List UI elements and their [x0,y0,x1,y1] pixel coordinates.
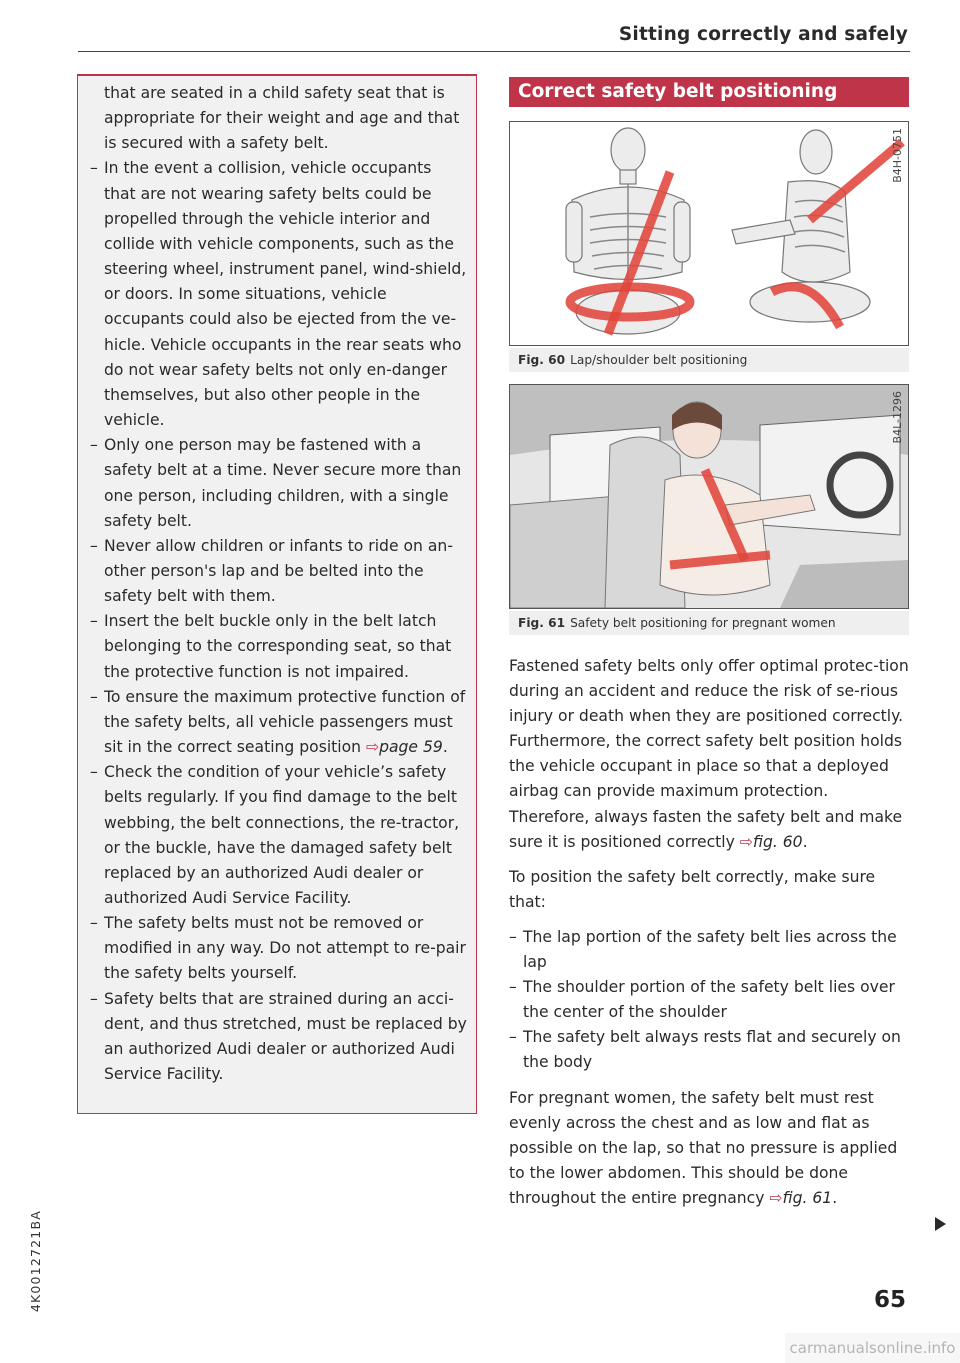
warning-item: – Never allow children or infants to ride on an-other person's lap and be belted into the safety belt with them. [90,534,468,609]
figure-60 [509,121,909,373]
figure-link[interactable] [740,833,803,851]
body-text [509,654,911,1221]
continue-arrow-icon [935,1217,946,1231]
arrow-right-icon: ⇨ [366,738,380,757]
figure-label: Fig. 61 [518,616,566,630]
page-link[interactable] [366,738,443,756]
figure-caption [509,611,909,635]
warning-item: – Safety belts that are strained during an acci-dent, and thus stretched, must be replaced by an authorized Audi dealer or authorized Audi Service Facility. [90,987,468,1088]
warning-item: – To ensure the maximum protective function of the safety belts, all vehicle passengers must sit in the correct seating position ⇨page 59. [90,685,468,760]
warning-item: – Check the condition of your vehicle’s safety belts regularly. If you find damage to the belt webbing, the belt connections, the re-tractor, or the buckle, have the damaged safety belt replaced by an authorized Audi dealer or authorized Audi Service Facility. [90,760,468,911]
figure-code: B4L-1296 [891,391,904,444]
arrow-right-icon: ⇨ [739,832,753,851]
figure-link-label: fig. 61 [782,1188,833,1207]
seatbelt-diagram-illustration [510,122,908,345]
watermark: carmanualsonline.info [785,1333,960,1363]
paragraph-text: For pregnant women, the safety belt must rest evenly across the chest and as low and flat as possible on the lap, so that no pressure is applied to the lower abdomen. This should be done throughout the entire pregnancy [509,1088,898,1207]
arrow-right-icon: ⇨ [769,1188,783,1207]
warning-item: – The safety belts must not be removed or modified in any way. Do not attempt to re-pair the safety belts yourself. [90,911,468,986]
paragraph-text: Fastened safety belts only offer optimal protec-tion during an accident and reduce the risk of se-rious injury or death when they are positioned correctly. Furthermore, the correct safety belt position holds the vehicle occupant in place so that a deployed airbag can provide maximum protection. Therefore, always fasten the safety belt and make sure it is positioned correctly [509,657,909,851]
figure-label: Fig. 60 [518,353,566,367]
page-number: 65 [873,1287,906,1313]
section-heading: Correct safety belt positioning [509,77,909,107]
paragraph: Fastened safety belts only offer optimal protec-tion during an accident and reduce the risk of se-rious injury or death when they are positioned correctly. Furthermore, the correct safety belt position holds the vehicle occupant in place so that a deployed airbag can provide maximum protection. Therefore, always fasten the safety belt and make sure it is positioned correctly ⇨fig. 60. [509,657,909,851]
list-item: – The shoulder portion of the safety belt lies over the center of the shoulder [509,975,911,1025]
page-link-label: page 59 [379,738,443,757]
warning-list [90,156,468,1087]
warning-item: – Only one person may be fastened with a safety belt at a time. Never secure more than one person, including children, with a single safety belt. [90,433,468,534]
figure-link-label: fig. 60 [752,832,803,851]
figure-60-image [509,121,909,346]
figure-61-image [509,384,909,609]
warning-item-text: To ensure the maximum protective function of the safety belts, all vehicle passengers must sit in the correct seating position [104,687,466,757]
warning-text [90,81,468,1087]
figure-caption [509,348,909,372]
figure-61 [509,384,909,636]
figure-code: B4H-0751 [891,128,904,183]
warning-item: – In the event a collision, vehicle occupants that are not wearing safety belts could be propelled through the vehicle interior and collide with vehicle components, such as the steering wheel, instrument panel, wind-shield, or doors. In some situations, vehicle occupants could also be ejected from the ve-hicle. Vehicle occupants in the rear seats who do not wear safety belts not only en-danger themselves, but also other people in the vehicle. [90,156,468,433]
warning-intro: that are seated in a child safety seat that is appropriate for their weight and age and that is secured with a safety belt. [104,84,460,153]
warning-item: – Insert the belt buckle only in the belt latch belonging to the corresponding seat, so that the protective function is not impaired. [90,609,468,684]
checklist [509,925,911,1076]
pregnant-driver-illustration [510,385,908,608]
paragraph: To position the safety belt correctly, make sure that: [509,867,876,911]
document-code: 4K0012721BA [28,1210,43,1313]
list-item: – The lap portion of the safety belt lies across the lap [509,925,911,975]
list-item: – The safety belt always rests flat and securely on the body [509,1025,911,1075]
paragraph: For pregnant women, the safety belt must rest evenly across the chest and as low and flat as possible on the lap, so that no pressure is applied to the lower abdomen. This should be done throughout the entire pregnancy ⇨fig. 61. [509,1088,898,1207]
running-header: Sitting correctly and safely [618,24,908,45]
figure-link[interactable] [769,1189,832,1207]
figure-caption-text: Safety belt positioning for pregnant women [570,616,836,630]
header-rule [78,51,910,52]
figure-caption-text: Lap/shoulder belt positioning [570,353,748,367]
